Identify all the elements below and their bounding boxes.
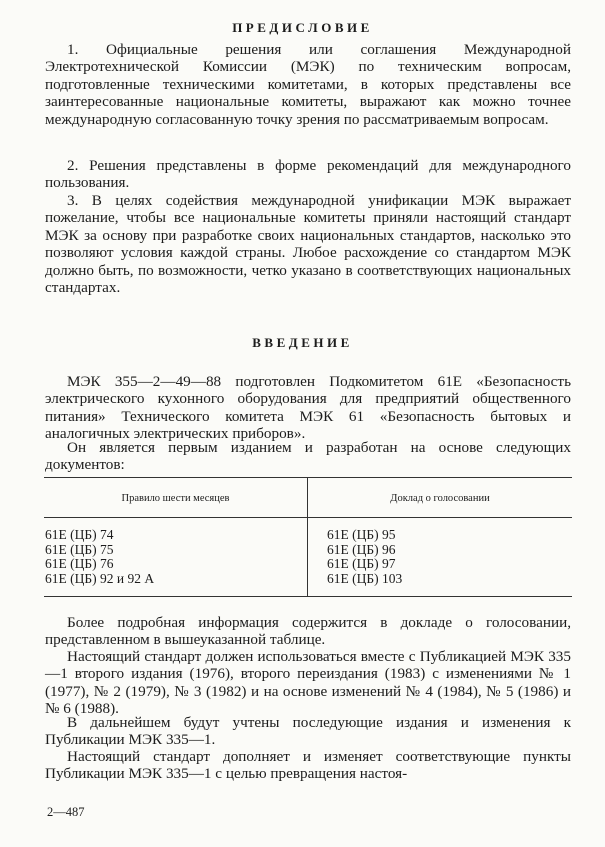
- voting-report-item: 61Е (ЦБ) 96: [327, 541, 396, 557]
- voting-report-list: [327, 528, 402, 586]
- six-month-rule-item: 61Е (ЦБ) 75: [45, 541, 114, 557]
- table-top-rule: [44, 477, 572, 478]
- page-code: 2—487: [47, 805, 85, 819]
- documents-table: [44, 477, 572, 597]
- table-header-six-month-rule: Правило шести месяцев: [121, 493, 230, 504]
- introduction-paragraph-1: МЭК 355—2—49—88 подготовлен Подкомитетом 61Е «Безопасность электрического кухонного оборудования для предприятий общественного питания» Технического комитета МЭК 61 «Безопасность бытовых и аналогичных электрических приборов».: [45, 373, 571, 443]
- six-month-rule-item: 61Е (ЦБ) 92 и 92 А: [45, 570, 155, 586]
- body-paragraph-3: В дальнейшем будут учтены последующие издания и изменения к Публикации МЭК 335—1.: [45, 714, 571, 749]
- body-paragraph-4: Настоящий стандарт дополняет и изменяет соответствующие пункты Публикации МЭК 335—1 с целью превращения настоя-: [45, 748, 571, 783]
- preface-paragraph-1: 1. Официальные решения или соглашения Международной Электротехнической Комиссии (МЭК) по техническим вопросам, подготовленные техническими комитетами, в которых представлены все заинтересованные национальные комитеты, выражают как можно точнее международную согласованную точку зрения по рассматриваемым вопросам.: [45, 41, 571, 128]
- preface-paragraph-3: 3. В целях содействия международной унификации МЭК выражает пожелание, чтобы все национальные комитеты приняли настоящий стандарт МЭК за основу при разработке своих национальных стандартов, насколько это позволяют условия каждой страны. Любое расхождение со стандартом МЭК должно быть, по возможности, четко указано в соответствующих национальных стандартах.: [45, 192, 571, 297]
- six-month-rule-item: 61Е (ЦБ) 74: [45, 527, 114, 542]
- voting-report-item: 61Е (ЦБ) 103: [327, 570, 403, 586]
- table-bottom-rule: [44, 596, 572, 597]
- preface-paragraph-2: 2. Решения представлены в форме рекомендаций для международного пользования.: [45, 157, 571, 192]
- body-paragraph-1: Более подробная информация содержится в докладе о голосовании, представленном в вышеуказанной таблице.: [45, 614, 571, 649]
- voting-report-item: 61Е (ЦБ) 97: [327, 556, 396, 571]
- preface-heading: ПРЕДИСЛОВИЕ: [232, 20, 373, 35]
- six-month-rule-list: [45, 528, 154, 586]
- table-header-voting-report: Доклад о голосовании: [390, 493, 490, 504]
- introduction-paragraph-2: Он является первым изданием и разработан на основе следующих документов:: [45, 439, 571, 474]
- six-month-rule-item: 61Е (ЦБ) 76: [45, 556, 114, 571]
- body-paragraph-2: Настоящий стандарт должен использоваться вместе с Публикацией МЭК 335—1 второго издания (1976), второго переиздания (1983) с изменениями № 1 (1977), № 2 (1979), № 3 (1982) и на основе изменений № 4 (1984), № 5 (1986) и № 6 (1988).: [45, 648, 571, 718]
- table-header-rule: [44, 517, 572, 518]
- voting-report-item: 61Е (ЦБ) 95: [327, 527, 396, 542]
- introduction-heading: ВВЕДЕНИЕ: [252, 335, 353, 350]
